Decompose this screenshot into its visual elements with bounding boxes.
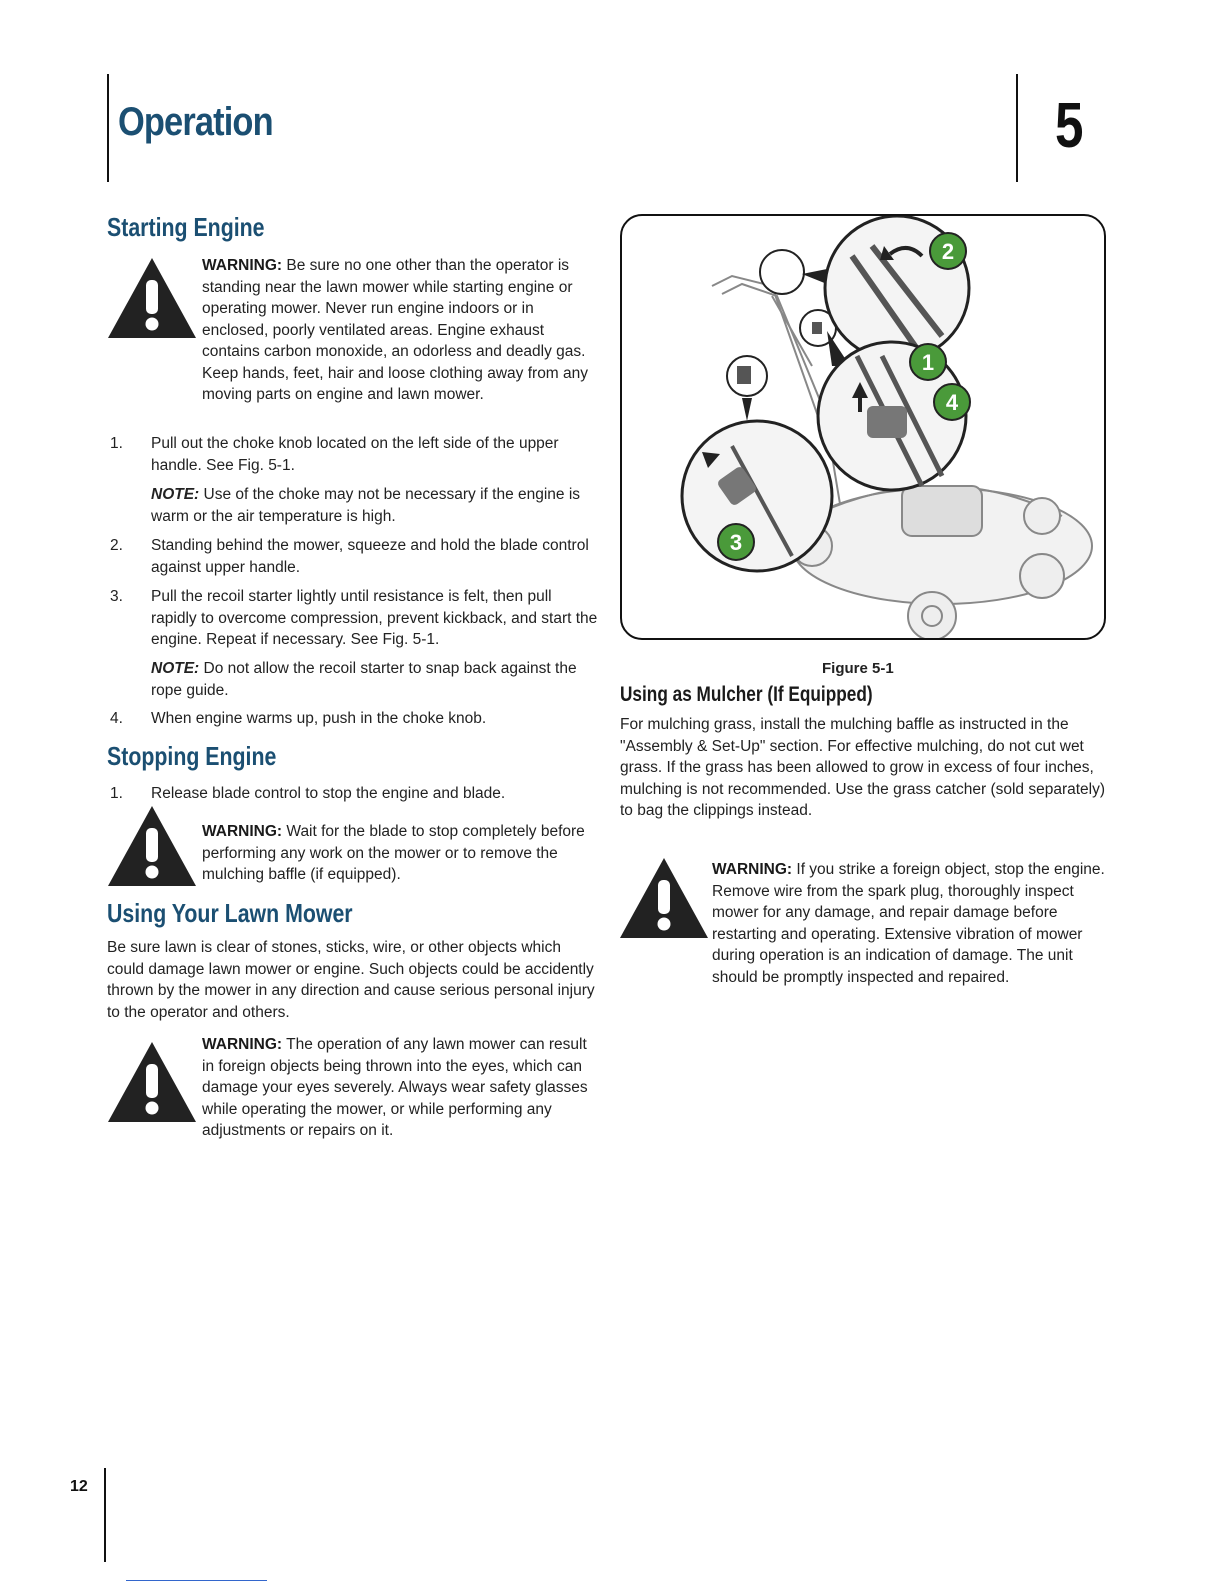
using-mower-body: Be sure lawn is clear of stones, sticks, wire, or other objects which could damage lawn mower or engine. Such objects could be accidently thrown by the mower in any direction and cause serious personal injury to the operator and others. [107, 939, 595, 1021]
note-text: Use of the choke may not be necessary if the engine is warm or the air temperature is high. [151, 486, 581, 525]
warning-label: WARNING: [202, 257, 283, 274]
callout-4: 4 [945, 390, 959, 415]
callout-3: 3 [729, 530, 743, 555]
step-number: 1. [110, 785, 123, 802]
warning-label: WARNING: [202, 823, 283, 840]
warning-text: If you strike a foreign object, stop the engine. Remove wire from the spark plug, thoroughly inspect mower for any damage, and repair damage before restarting and operating. Extensive vibration of mower during operation is an indication of damage. The unit should be promptly inspected and repaired. [712, 861, 1105, 986]
footer-underline [126, 1580, 267, 1581]
mulcher-body: For mulching grass, install the mulching baffle as instructed in the "Assembly & Set-Up" section. For effective mulching, do not cut wet grass. If the grass has been allowed to grow in excess of four inches, mulching is not recommended. Use the grass catcher (sold separately) to bag the clippings instead. [620, 716, 1106, 819]
warning-block-stopping [202, 821, 592, 886]
note-label: NOTE: [151, 660, 200, 677]
warning-block-starting [202, 255, 598, 406]
step-text: Pull the recoil starter lightly until resistance is felt, then pull rapidly to overcome compression, prevent kickback, and start the engine. Repeat if necessary. See Fig. 5-1. [151, 588, 598, 648]
note-label: NOTE: [151, 486, 200, 503]
chapter-number: 5 [1055, 89, 1084, 161]
note-text: Do not allow the recoil starter to snap back against the rope guide. [151, 660, 577, 699]
lawn-mower-illustration [622, 216, 1104, 638]
warning-text: Be sure no one other than the operator is standing near the lawn mower while starting engine or operating mower. Never run engine indoors or in enclosed, poorly ventilated areas. Engine exhaust contains carbon monoxide, an odorless and deadly gas. Keep hands, feet, hair and loose clothing away from any moving parts on engine and lawn mower. [202, 257, 589, 403]
step-number: 4. [110, 710, 123, 727]
callout-2: 2 [941, 239, 955, 264]
step-number: 3. [110, 588, 123, 605]
warning-block-using [202, 1034, 598, 1142]
note-block [151, 658, 601, 701]
warning-label: WARNING: [202, 1036, 283, 1053]
warning-triangle-icon [106, 804, 198, 888]
step-text: Release blade control to stop the engine and blade. [151, 785, 506, 802]
warning-text: The operation of any lawn mower can result in foreign objects being thrown into the eyes, which can damage your eyes severely. Always wear safety glasses while operating the mower, or while performing any adjustments or repairs on it. [202, 1036, 588, 1139]
footer-rule [104, 1468, 106, 1562]
figure-5-1 [620, 214, 1106, 640]
note-block [151, 484, 601, 527]
warning-triangle-icon [106, 1040, 198, 1124]
section-heading-using-mower: Using Your Lawn Mower [107, 898, 353, 928]
warning-triangle-icon [618, 856, 710, 940]
callout-1: 1 [921, 350, 935, 375]
section-heading-starting-engine: Starting Engine [107, 212, 265, 242]
step-number: 2. [110, 537, 123, 554]
warning-block-mulcher [712, 859, 1108, 988]
warning-triangle-icon [106, 256, 198, 340]
page-number: 12 [70, 1478, 88, 1495]
header-rule-right [1016, 74, 1018, 182]
step-text: Pull out the choke knob located on the left side of the upper handle. See Fig. 5-1. [151, 435, 559, 474]
figure-caption: Figure 5-1 [822, 660, 894, 677]
step-text: Standing behind the mower, squeeze and hold the blade control against upper handle. [151, 537, 589, 576]
section-heading-mulcher: Using as Mulcher (If Equipped) [620, 683, 873, 706]
section-heading-stopping-engine: Stopping Engine [107, 741, 277, 771]
header-rule-left [107, 74, 109, 182]
step-number: 1. [110, 435, 123, 452]
step-text: When engine warms up, push in the choke knob. [151, 710, 487, 727]
warning-text: Wait for the blade to stop completely before performing any work on the mower or to remove the mulching baffle (if equipped). [202, 823, 585, 883]
chapter-title: Operation [118, 100, 273, 144]
warning-label: WARNING: [712, 861, 793, 878]
